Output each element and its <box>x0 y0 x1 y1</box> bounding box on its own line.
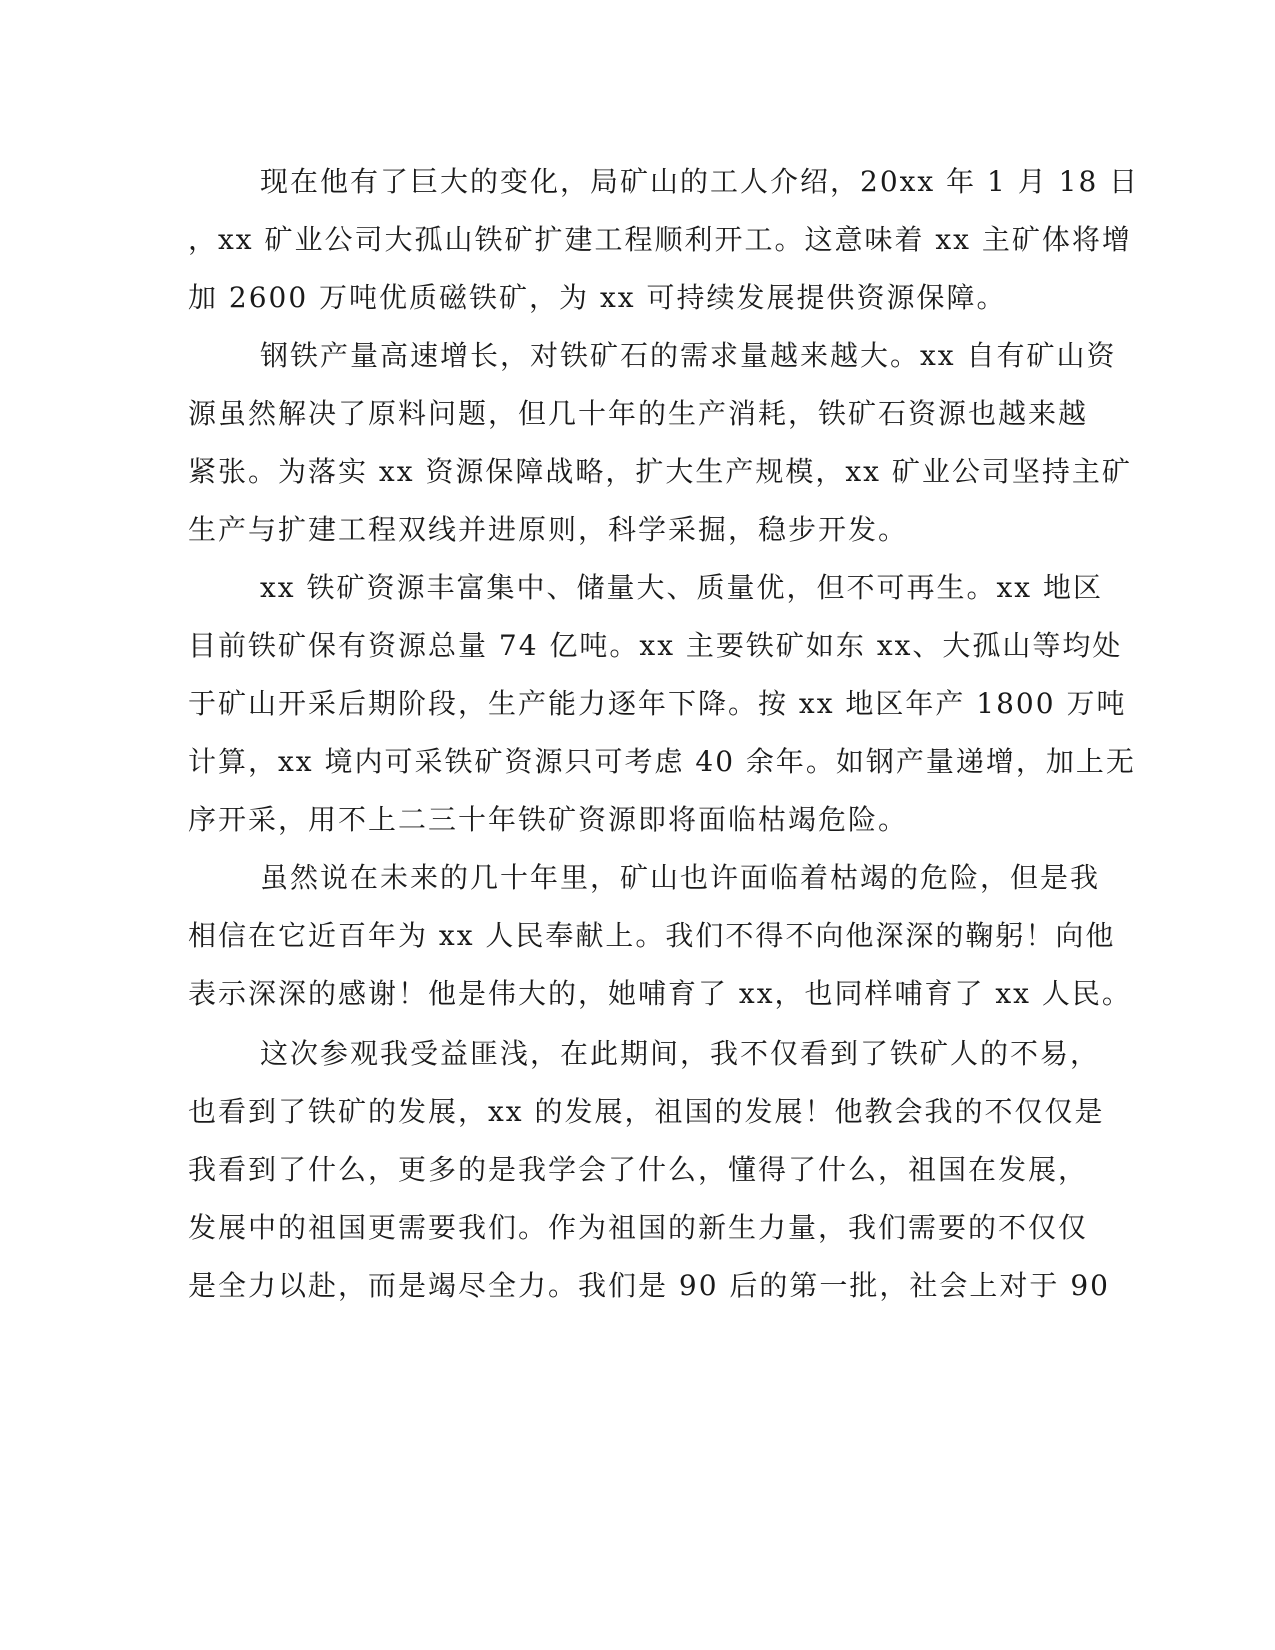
text-line: 表示深深的感谢！他是伟大的，她哺育了 xx，也同样哺育了 xx 人民。 <box>188 977 1132 1010</box>
text-line: 生产与扩建工程双线并进原则，科学采掘，稳步开发。 <box>188 513 909 546</box>
text-line: 相信在它近百年为 xx 人民奉献上。我们不得不向他深深的鞠躬！向他 <box>188 919 1116 952</box>
text-line: 虽然说在未来的几十年里，矿山也许面临着枯竭的危险，但是我 <box>260 861 1101 894</box>
text-line: 加 2600 万吨优质磁铁矿，为 xx 可持续发展提供资源保障。 <box>188 281 1007 314</box>
text-line: xx 铁矿资源丰富集中、储量大、质量优，但不可再生。xx 地区 <box>260 571 1103 604</box>
text-line: 于矿山开采后期阶段，生产能力逐年下降。按 xx 地区年产 1800 万吨 <box>188 687 1127 720</box>
text-line: 发展中的祖国更需要我们。作为祖国的新生力量，我们需要的不仅仅 <box>188 1211 1089 1244</box>
text-line: 源虽然解决了原料问题，但几十年的生产消耗，铁矿石资源也越来越 <box>188 397 1089 430</box>
text-line: 这次参观我受益匪浅，在此期间，我不仅看到了铁矿人的不易， <box>260 1037 1101 1070</box>
text-line: 我看到了什么，更多的是我学会了什么，懂得了什么，祖国在发展， <box>188 1153 1089 1186</box>
text-line: 序开采，用不上二三十年铁矿资源即将面临枯竭危险。 <box>188 803 909 836</box>
text-line: 目前铁矿保有资源总量 74 亿吨。xx 主要铁矿如东 xx、大孤山等均处 <box>188 629 1123 662</box>
text-line: 紧张。为落实 xx 资源保障战略，扩大生产规模，xx 矿业公司坚持主矿 <box>188 455 1132 488</box>
text-line: ，xx 矿业公司大孤山铁矿扩建工程顺利开工。这意味着 xx 主矿体将增 <box>188 223 1132 256</box>
text-line: 也看到了铁矿的发展，xx 的发展，祖国的发展！他教会我的不仅仅是 <box>188 1095 1105 1128</box>
text-line: 现在他有了巨大的变化，局矿山的工人介绍，20xx 年 1 月 18 日 <box>260 165 1140 198</box>
text-line: 计算，xx 境内可采铁矿资源只可考虑 40 余年。如钢产量递增，加上无 <box>188 745 1136 778</box>
text-line: 是全力以赴，而是竭尽全力。我们是 90 后的第一批，社会上对于 90 <box>188 1269 1110 1302</box>
text-line: 钢铁产量高速增长，对铁矿石的需求量越来越大。xx 自有矿山资 <box>260 339 1117 372</box>
